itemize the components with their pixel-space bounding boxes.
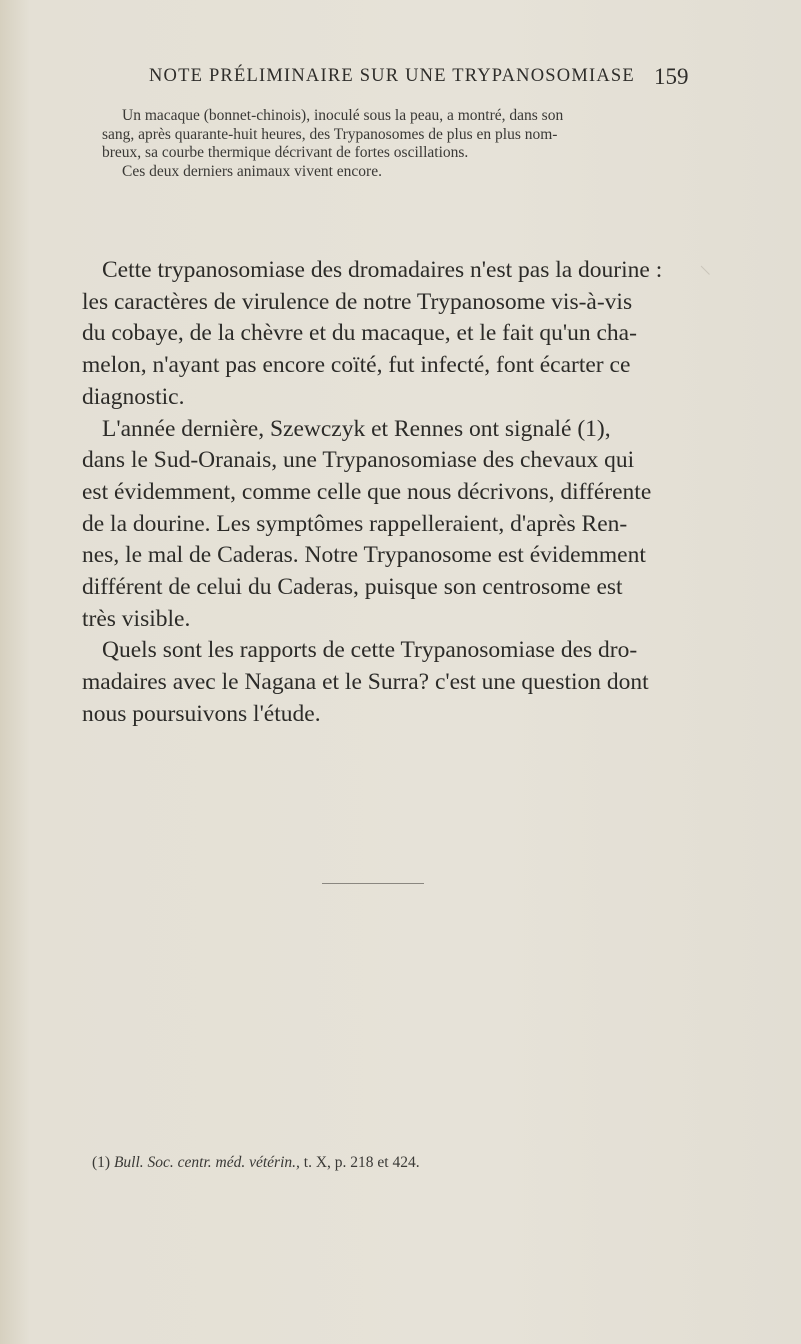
page-header: [0, 64, 801, 94]
main-text-block: [82, 255, 702, 731]
small-print-line: Un macaque (bonnet-chinois), inoculé sous la peau, a montré, dans son: [122, 107, 564, 124]
footnote-journal: Bull. Soc. centr. méd. vétérin.,: [113, 1154, 300, 1171]
small-print-line: Ces deux derniers animaux vivent encore.: [122, 162, 382, 180]
body-line: dans le Sud-Oranais, une Trypanosomiase des chevaux qui: [82, 447, 635, 474]
small-print-paragraph: [102, 107, 698, 181]
body-line: diagnostic.: [82, 383, 185, 410]
margin-mark: [701, 257, 719, 275]
page-number: 159: [654, 64, 689, 89]
body-line: L'année dernière, Szewczyk et Rennes ont signalé (1),: [102, 415, 611, 442]
body-line: du cobaye, de la chèvre et du macaque, et le fait qu'un cha-: [82, 320, 637, 347]
body-line: madaires avec le Nagana et le Surra? c'est une question dont: [82, 669, 649, 696]
small-print-line: breux, sa courbe thermique décrivant de fortes oscillations.: [102, 144, 469, 161]
body-line: de la dourine. Les symptômes rappelleraient, d'après Ren-: [82, 510, 628, 537]
body-line: melon, n'ayant pas encore coïté, fut infecté, font écarter ce: [82, 352, 631, 379]
body-line: Cette trypanosomiase des dromadaires n'est pas la dourine :: [102, 257, 663, 283]
body-line: Quels sont les rapports de cette Trypanosomiase des dro-: [102, 637, 638, 664]
body-line: les caractères de virulence de notre Trypanosome vis-à-vis: [82, 288, 633, 315]
body-line: différent de celui du Caderas, puisque son centrosome est: [82, 574, 623, 601]
body-line: est évidemment, comme celle que nous décrivons, différente: [82, 478, 652, 505]
body-line: nes, le mal de Caderas. Notre Trypanosome est évidemment: [82, 542, 646, 569]
body-line: nous poursuivons l'étude.: [82, 700, 321, 727]
footnote: [92, 1154, 420, 1172]
footnote-divider: [322, 883, 424, 884]
footnote-marker: (1): [92, 1154, 111, 1171]
footnote-reference: t. X, p. 218 et 424.: [303, 1154, 420, 1171]
running-title: NOTE PRÉLIMINAIRE SUR UNE TRYPANOSOMIASE: [149, 66, 635, 86]
body-line: très visible.: [82, 605, 191, 632]
small-print-line: sang, après quarante-huit heures, des Trypanosomes de plus en plus nom-: [102, 125, 558, 143]
